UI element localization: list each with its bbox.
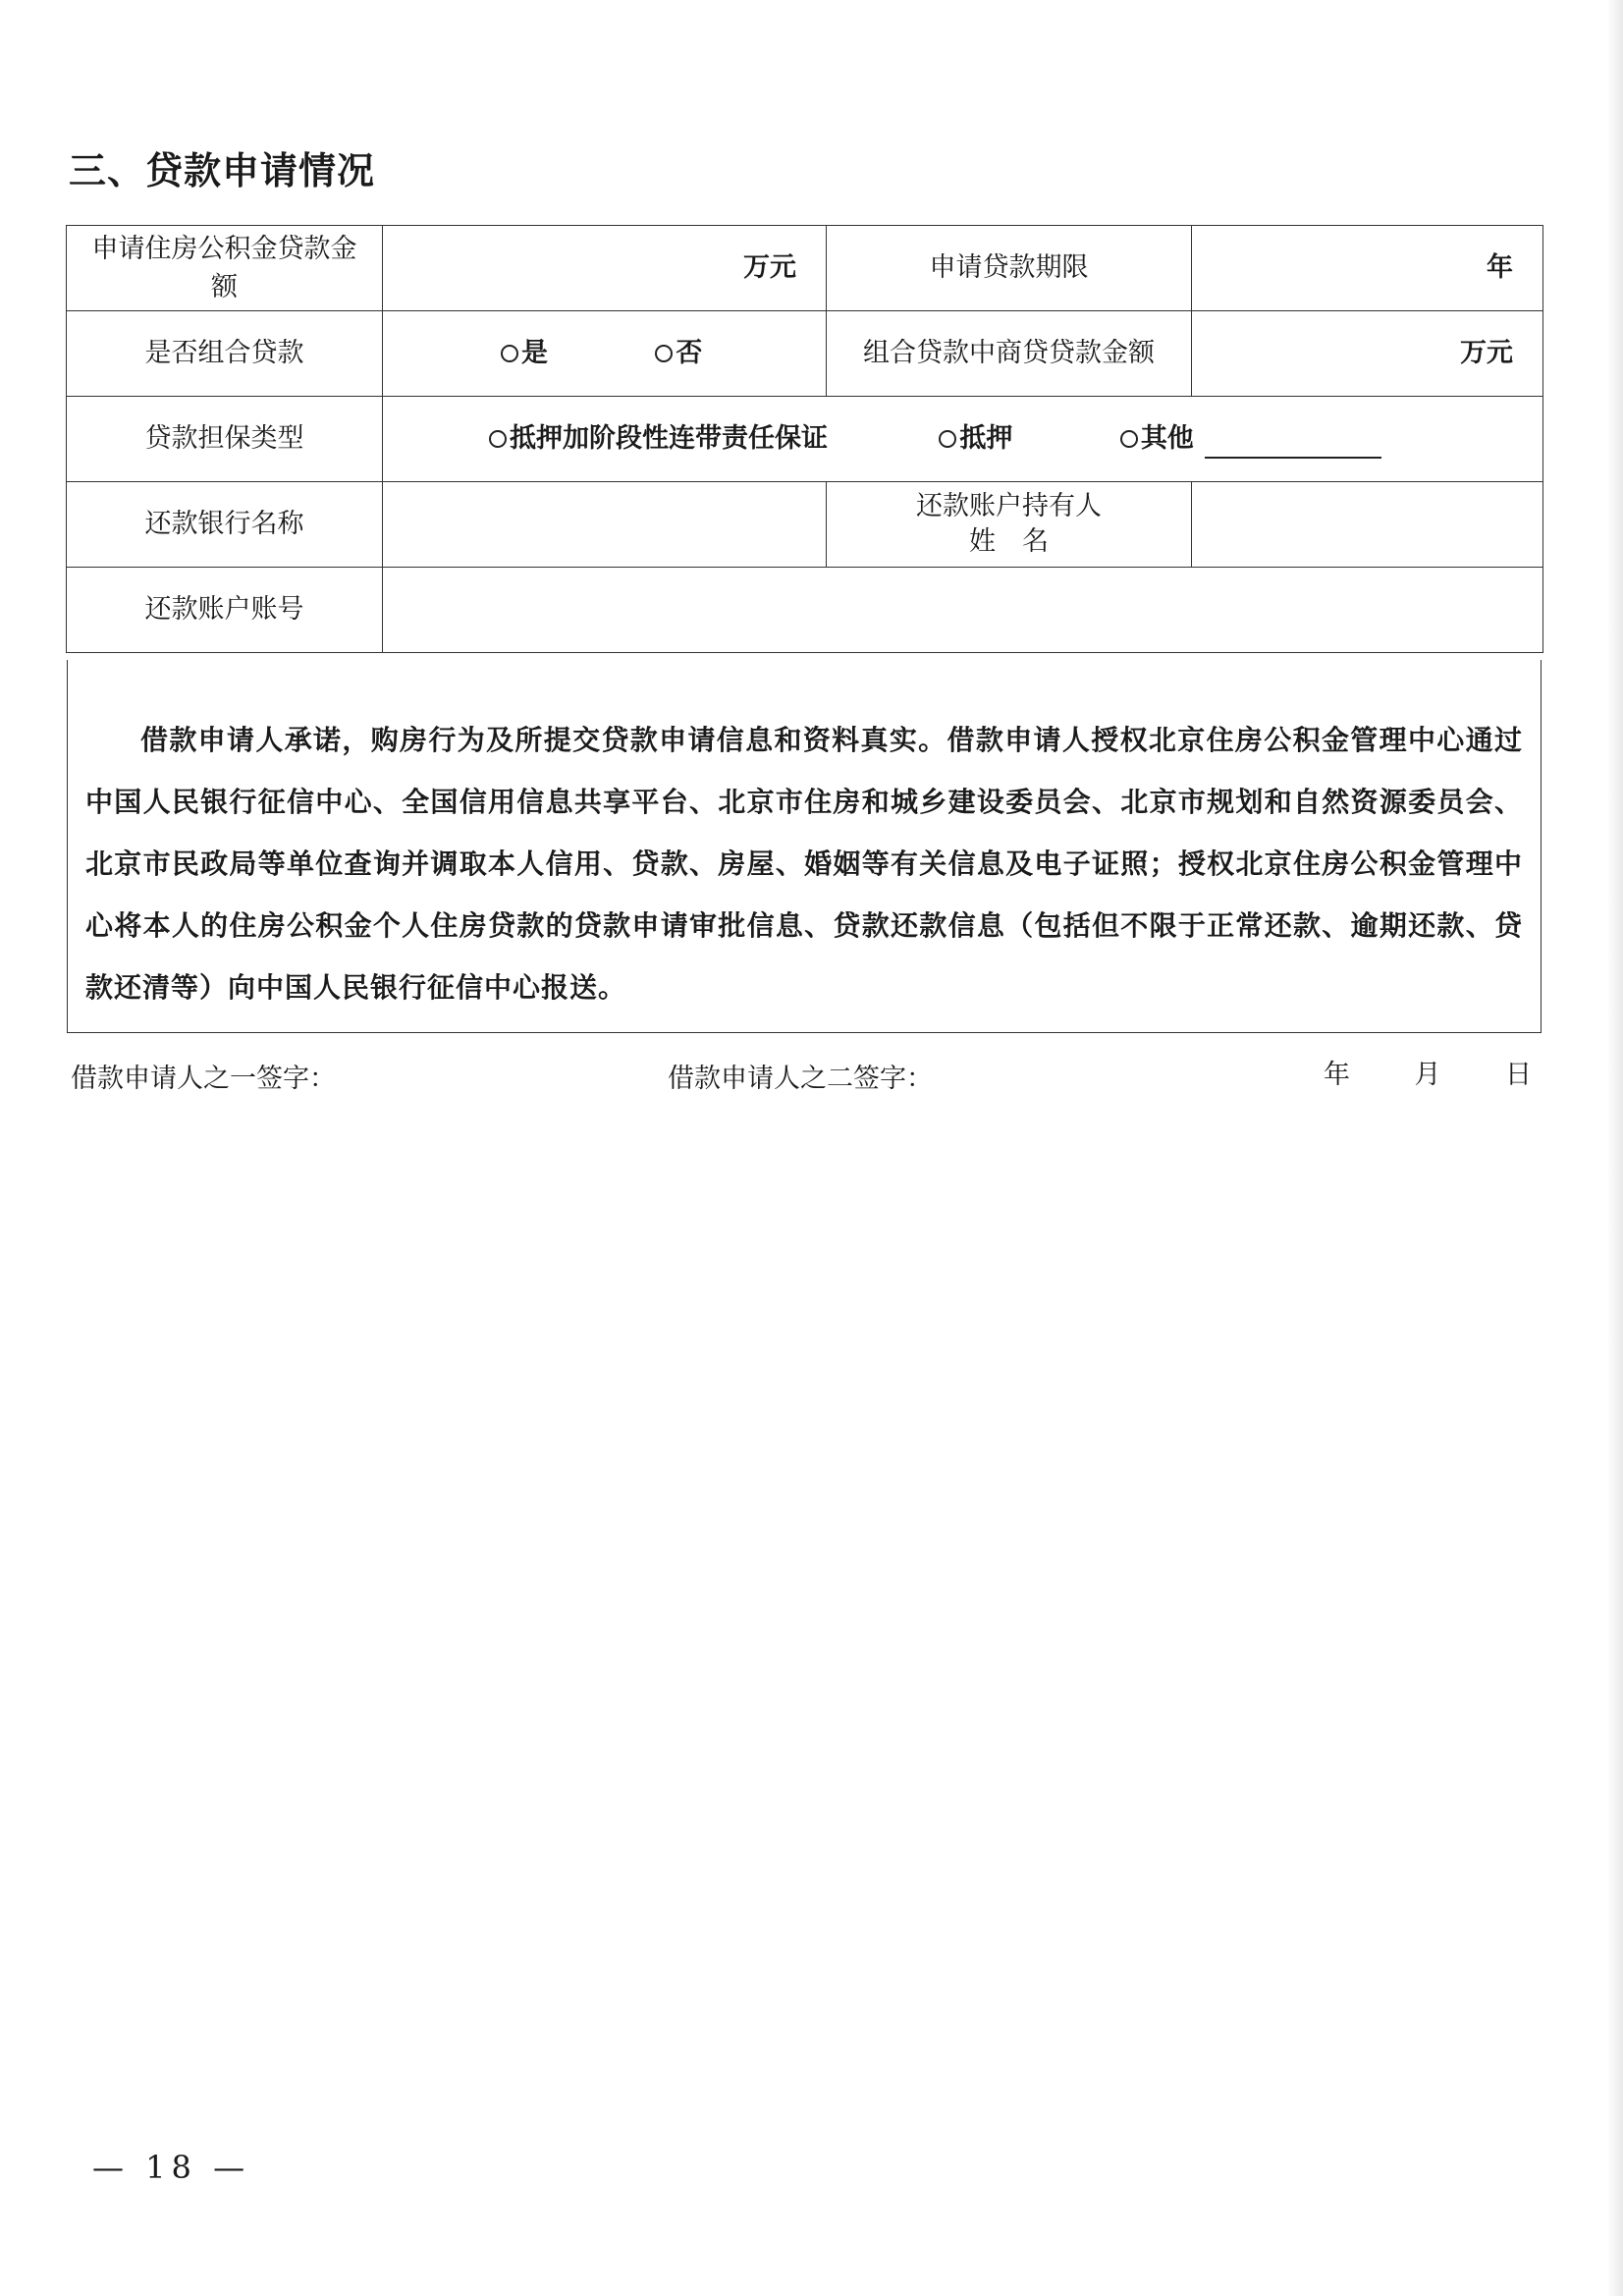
account-holder-label-line2: 姓 名: [969, 526, 1049, 557]
table-row: [67, 482, 1543, 568]
guarantee-option-other[interactable]: [1120, 419, 1194, 458]
repayment-bank-field[interactable]: [383, 482, 827, 568]
table-row: [67, 568, 1543, 653]
guarantee-option-mortgage[interactable]: [939, 419, 1012, 458]
account-holder-label: [827, 482, 1192, 568]
loan-term-label: 申请贷款期限: [827, 226, 1192, 311]
combo-yes-label: 是: [521, 338, 548, 369]
applicant-1-signature-label: 借款申请人之一签字：: [71, 1064, 336, 1094]
loan-term-field[interactable]: [1192, 226, 1543, 311]
radio-circle-icon: [939, 430, 956, 448]
radio-circle-icon: [489, 430, 507, 448]
loan-application-table: [66, 225, 1543, 653]
commercial-loan-field[interactable]: [1192, 311, 1543, 397]
combo-yes-radio[interactable]: [501, 334, 548, 372]
loan-amount-unit: 万元: [743, 252, 796, 284]
account-holder-label-line1: 还款账户持有人: [916, 490, 1102, 521]
radio-circle-icon: [501, 345, 518, 362]
guarantee-type-options: [383, 397, 1543, 482]
guarantee-option-1-label: 抵押加阶段性连带责任保证: [510, 423, 828, 455]
other-guarantee-input[interactable]: [1205, 427, 1381, 459]
page-edge-shadow: [1607, 0, 1623, 2296]
page-number: — 18 —: [92, 2149, 251, 2186]
loan-amount-label: 申请住房公积金贷款金额: [67, 226, 383, 311]
repayment-bank-label: 还款银行名称: [67, 482, 383, 568]
combo-no-radio[interactable]: [655, 334, 702, 372]
date-day-label: 日: [1505, 1060, 1532, 1090]
loan-amount-field[interactable]: [383, 226, 827, 311]
commercial-loan-label: 组合贷款中商贷贷款金额: [827, 311, 1192, 397]
guarantee-option-2-label: 抵押: [959, 423, 1013, 455]
guarantee-option-3-label: 其他: [1140, 423, 1194, 455]
section-heading: 三、贷款申请情况: [69, 149, 376, 192]
table-row: [67, 226, 1543, 311]
applicant-2-signature-label: 借款申请人之二签字：: [668, 1064, 933, 1094]
radio-circle-icon: [1120, 430, 1138, 448]
loan-term-unit: 年: [1487, 252, 1513, 284]
date-year-label: 年: [1324, 1060, 1350, 1090]
account-number-label: 还款账户账号: [67, 568, 383, 653]
combo-no-label: 否: [676, 338, 703, 369]
combo-loan-label: 是否组合贷款: [67, 311, 383, 397]
applicant-pledge-text: 借款申请人承诺，购房行为及所提交贷款申请信息和资料真实。借款申请人授权北京住房公积金管理中心通过中国人民银行征信中心、全国信用信息共享平台、北京市住房和城乡建设委员会、北京市规划和自然资源委员会、北京市民政局等单位查询并调取本人信用、贷款、房屋、婚姻等有关信息及电子证照；授权北京住房公积金管理中心将本人的住房公积金个人住房贷款的贷款申请审批信息、贷款还款信息（包括但不限于正常还款、逾期还款、贷款还清等）向中国人民银行征信中心报送。: [67, 660, 1542, 1033]
date-month-label: 月: [1414, 1060, 1441, 1090]
account-number-field[interactable]: [383, 568, 1543, 653]
guarantee-type-label: 贷款担保类型: [67, 397, 383, 482]
account-holder-field[interactable]: [1192, 482, 1543, 568]
radio-circle-icon: [655, 345, 673, 362]
signature-date: [1324, 1053, 1532, 1091]
commercial-loan-unit: 万元: [1460, 338, 1513, 369]
guarantee-option-mortgage-plus-guarantee[interactable]: [489, 419, 828, 458]
table-row: [67, 397, 1543, 482]
table-row: [67, 311, 1543, 397]
combo-loan-options: [383, 311, 827, 397]
